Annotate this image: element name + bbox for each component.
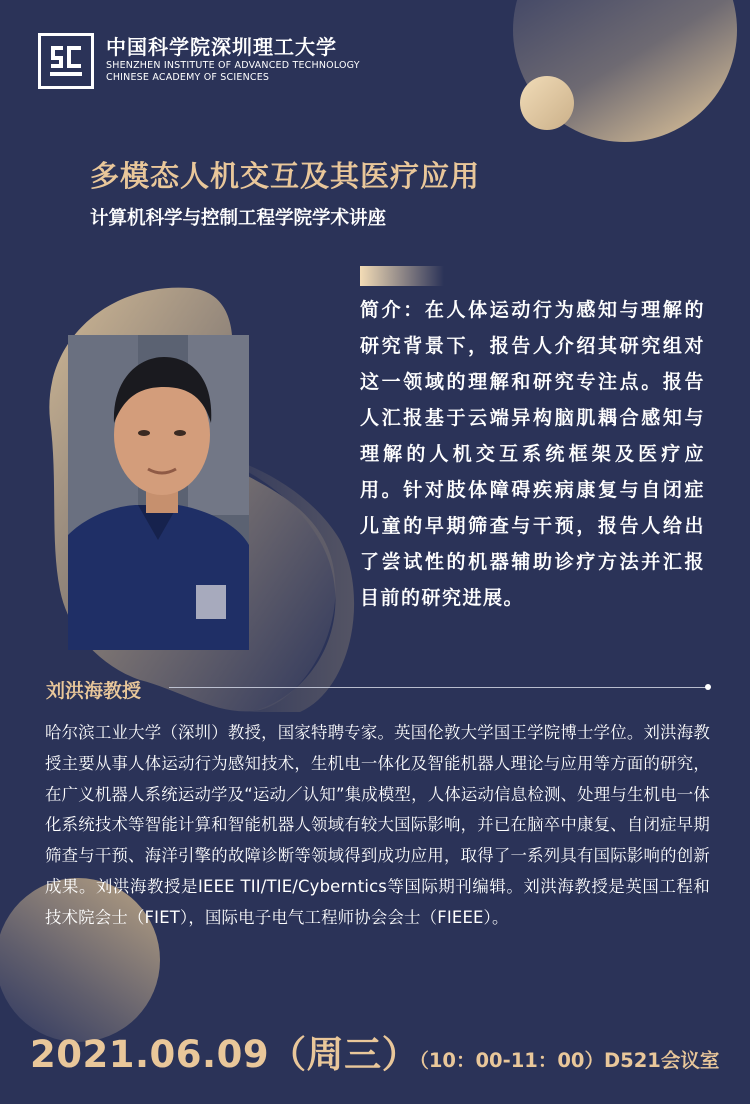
speaker-name: 刘洪海教授 [46,680,142,702]
institute-name-en-line2: CHINESE ACADEMY OF SCIENCES [106,72,270,83]
institute-name-en-line1: SHENZHEN INSTITUTE OF ADVANCED TECHNOLOGY [106,60,360,71]
section-divider [169,687,710,688]
accent-bar [360,266,444,286]
lecture-intro: 简介：在人体运动行为感知与理解的研究背景下，报告人介绍其研究组对这一领域的理解和研究专注点。报告人汇报基于云端异构脑肌耦合感知与理解的人机交互系统框架及医疗应用。针对肢体障碍疾病康复与自闭症儿童的早期筛查与干预，报告人给出了尝试性的机器辅助诊疗方法并汇报目前的研究进展。 [360,299,705,609]
schedule-row [30,1024,740,1078]
lecture-title: 多模态人机交互及其医疗应用 [90,159,481,193]
lecture-subtitle: 计算机科学与控制工程学院学术讲座 [90,208,387,229]
institute-logo [38,33,94,89]
speaker-bio: 哈尔滨工业大学（深圳）教授，国家特聘专家。英国伦敦大学国王学院博士学位。刘洪海教授主要从事人体运动行为感知技术，生机电一体化及智能机器人理论与应用等方面的研究，在广义机器人系统运动学及“运动／认知”集成模型，人体运动信息检测、处理与生机电一体化系统技术等智能计算和智能机器人领域有较大国际影响，并已在脑卒中康复、自闭症早期筛查与干预、海洋引擎的故障诊断等领域得到成功应用，取得了一系列具有国际影响的创新成果。刘洪海教授是IEEE TII/TIE/Cyberntics等国际期刊编辑。刘洪海教授是英国工程和技术院会士（FIET），国际电子电气工程师协会会士（FIEEE）。 [45,723,710,927]
small-gold-dot [520,76,574,130]
speaker-photo [68,335,249,650]
institute-name-cn: 中国科学院深圳理工大学 [106,35,337,59]
institute-name [106,34,360,84]
logo-mark-icon [41,36,91,86]
lecture-time-venue: （10：00-11：00）D521会议室 [419,1049,720,1072]
divider-dot [705,684,711,690]
lecture-date: 2021.06.09（周三） [30,1033,420,1076]
